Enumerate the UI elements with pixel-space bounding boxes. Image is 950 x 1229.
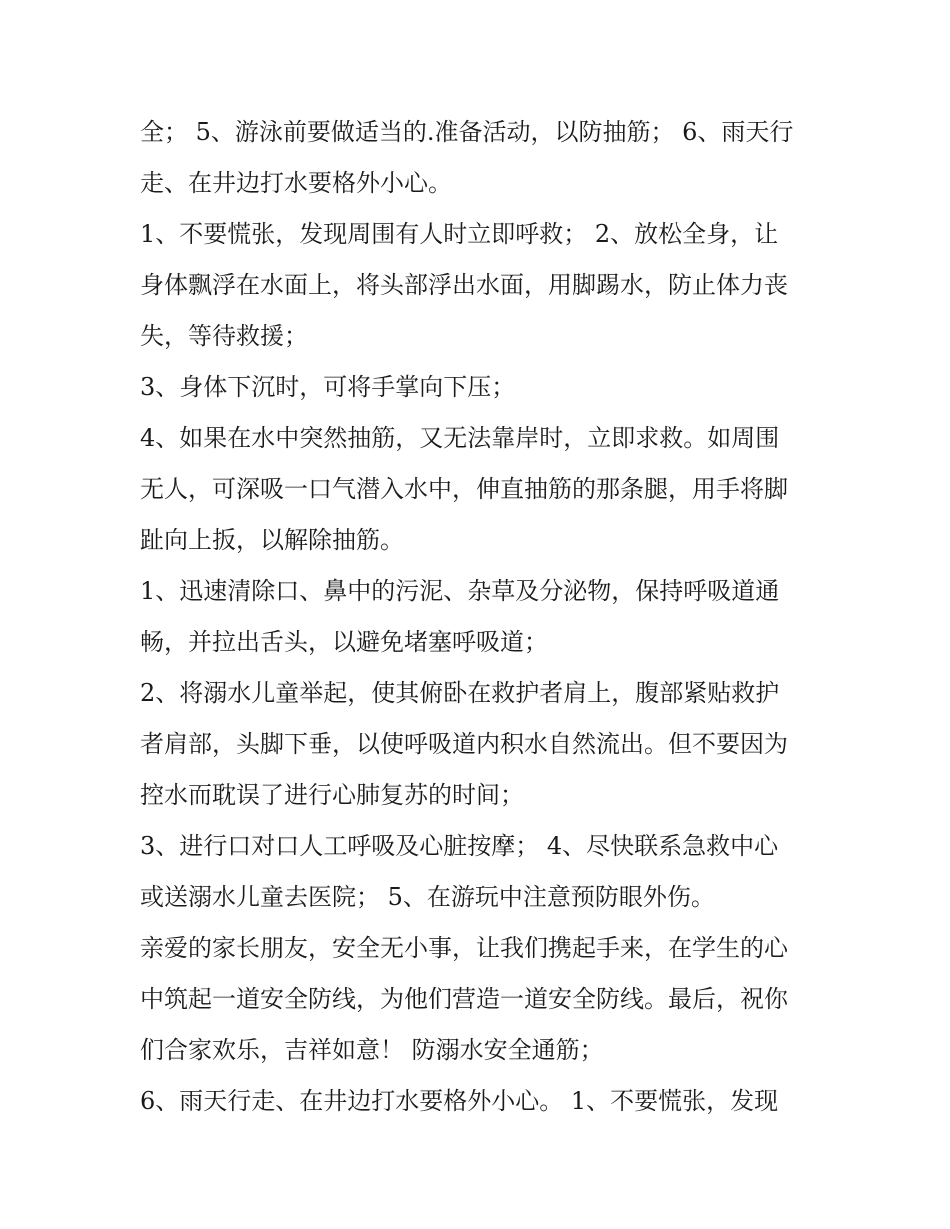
text-line: 1、不要慌张，发现周围有人时立即呼救； 2、放松全身，让 [140, 220, 779, 248]
text-line: 控水而耽误了进行心肺复苏的时间； [140, 781, 524, 809]
text-line: 6、雨天行走、在井边打水要格外小心。 1、不要慌张，发现 [140, 1087, 779, 1115]
text-line: 无人，可深吸一口气潜入水中，伸直抽筋的那条腿，用手将脚 [140, 475, 788, 503]
text-line: 亲爱的家长朋友，安全无小事，让我们携起手来，在学生的心 [140, 934, 788, 962]
text-line: 趾向上扳，以解除抽筋。 [140, 526, 404, 554]
text-line: 2、将溺水儿童举起，使其俯卧在救护者肩上，腹部紧贴救护 [140, 679, 780, 707]
document-body [140, 107, 820, 1127]
text-line: 们合家欢乐，吉祥如意！ 防溺水安全通筋； [140, 1036, 604, 1064]
text-line: 或送溺水儿童去医院； 5、在游玩中注意预防眼外伤。 [140, 883, 715, 911]
text-line: 3、身体下沉时，可将手掌向下压； [140, 373, 516, 401]
text-line: 走、在井边打水要格外小心。 [140, 169, 452, 197]
text-line: 全； 5、游泳前要做适当的.准备活动，以防抽筋； 6、雨天行 [140, 118, 794, 146]
text-line: 者肩部，头脚下垂，以使呼吸道内积水自然流出。但不要因为 [140, 730, 788, 758]
text-line: 1、迅速清除口、鼻中的污泥、杂草及分泌物，保持呼吸道通 [140, 577, 780, 605]
text-line: 畅，并拉出舌头，以避免堵塞呼吸道； [140, 628, 548, 656]
text-line: 中筑起一道安全防线，为他们营造一道安全防线。最后，祝你 [140, 985, 788, 1013]
text-line: 3、进行口对口人工呼吸及心脏按摩； 4、尽快联系急救中心 [140, 832, 779, 860]
text-line: 身体飘浮在水面上，将头部浮出水面，用脚踢水，防止体力丧 [140, 271, 788, 299]
text-line: 失，等待救援； [140, 322, 308, 350]
text-line: 4、如果在水中突然抽筋，又无法靠岸时，立即求救。如周围 [140, 424, 780, 452]
